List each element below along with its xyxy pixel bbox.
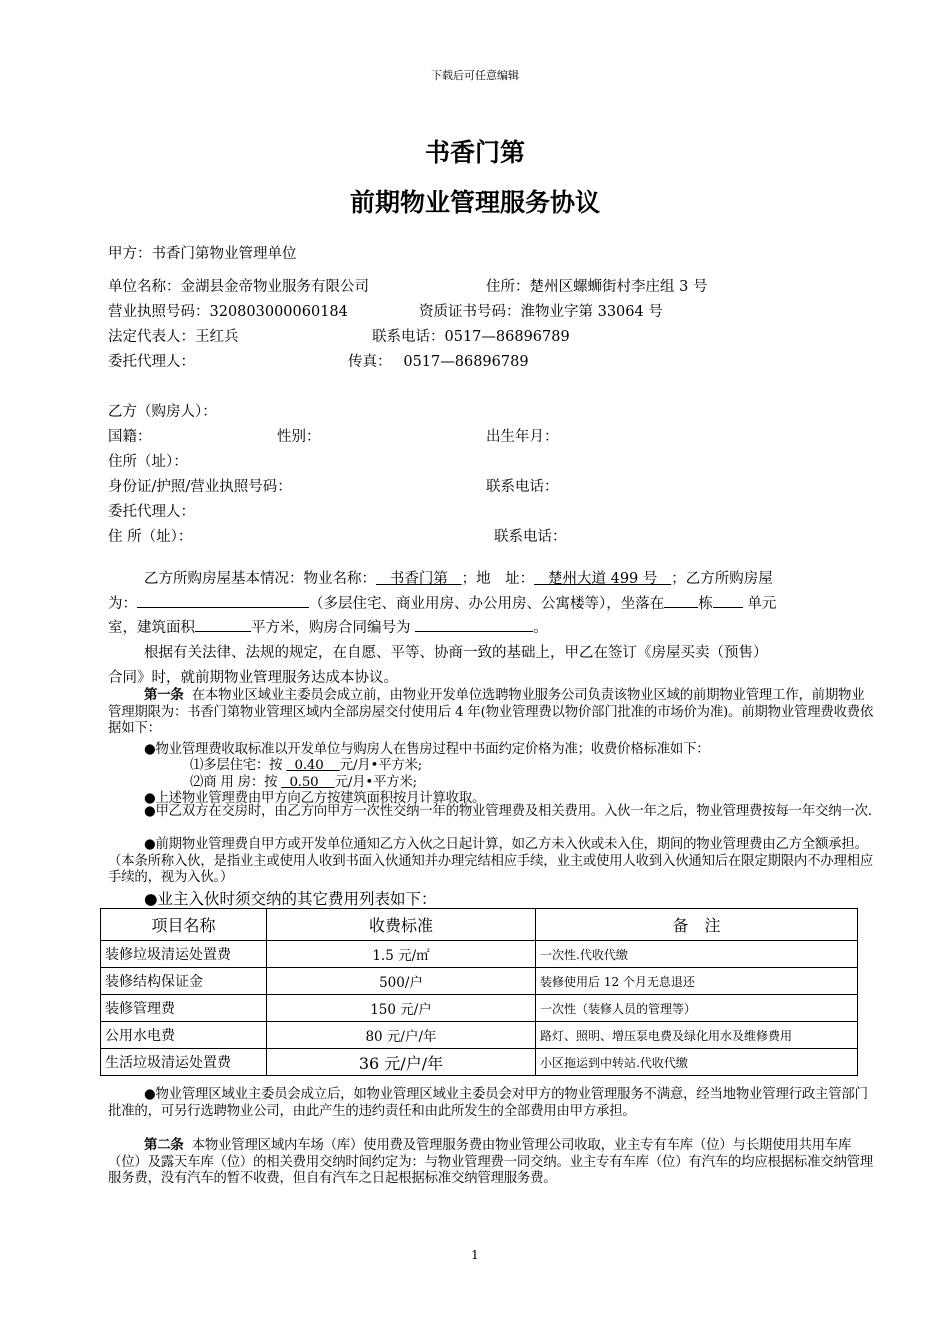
party-a-cert: 资质证书号码：淮物业字第 33064 号 [419,304,663,320]
house-line-2: 为： （多层住宅、商业用房、办公用房、公寓楼等），坐落在 栋 单元 [108,592,776,613]
title-line-1: 书香门第 [424,138,525,167]
party-b-gender: 性别： [277,429,321,445]
party-b-nationality: 国籍： [108,429,152,445]
fee-remark: 小区拖运到中转站.代收代缴 [536,1049,858,1076]
fee-remark: 一次性.代收代缴 [536,941,858,968]
fee-standard: 1.5 元/㎡ [267,941,536,968]
fee-item-name: 生活垃圾清运处置费 [101,1049,267,1076]
party-a-name: 单位名称：金湖县金帝物业服务有限公司 [108,279,369,295]
fee-standard: 500/户 [267,968,536,995]
fee-item-2: ⑵商 用 房：按 0.50 元/月•平方米; [190,775,417,790]
party-a-agent: 委托代理人： [108,354,195,370]
table-row [101,1022,858,1049]
table-row [101,968,858,995]
house-property-name: 书香门第 [389,571,448,587]
after-table-para: ●物业管理区域业主委员会成立后，如物业管理区域业主委员会对甲方的物业管理服务不满意，经当地物业管理行政主管部门批准的，可另行选聘物业公司，由此产生的违约责任和由此所发生的全部费用由甲方承担。 [108,1087,868,1119]
house-address: 楚州大道 499 号 [547,571,658,587]
header-remark: 备 注 [536,909,858,941]
party-b-phone: 联系电话： [486,479,559,495]
house-addr-label: ；地 址： [461,571,535,587]
header-note: 下载后可任意编辑 [431,69,519,82]
house-area-blank [195,617,251,632]
party-a-fax: 传真： 0517—86896789 [348,354,529,370]
house-building-blank [664,593,698,608]
party-b-birth: 出生年月： [486,429,559,445]
party-a-rep: 法定代表人：王红兵 [108,329,239,345]
house-contract-blank [415,617,533,632]
party-a-license: 营业执照号码：320803000060184 [108,304,348,320]
house-unit-blank [713,593,743,608]
party-a-phone: 联系电话：0517—86896789 [372,329,570,345]
table-row [101,995,858,1022]
page-number: 1 [471,1248,479,1262]
fee-item-name: 公用水电费 [101,1022,267,1049]
fee-item-name: 装修垃圾清运处置费 [101,941,267,968]
table-row [101,1049,858,1076]
party-a-address: 住所：楚州区螺蛳街村李庄组 3 号 [486,279,708,295]
house-intro: 乙方所购房屋基本情况：物业名称： [144,571,376,587]
party-b-address: 住 所（址）： [108,529,193,545]
article-2-para: 第二条 本物业管理区域内车场（库）使用费及管理服务费由物业管理公司收取，业主专有车库（位）与长期使用共用车库（位）及露天车库（位）的相关费用交纳时间约定为：与物业管理费一同交纳。业主专有车库（位）有汽车的均应根据标准交纳管理服务费，没有汽车的暂不收费，但自有汽车之日起根据标准交纳管理服务费。 [108,1137,874,1187]
party-b-residence: 住所（址）： [108,454,188,470]
article-1-label: 第一条 [144,687,184,703]
fee-standard: 150 元/户 [267,995,536,1022]
basis-line-2: 合同》时，就前期物业管理服务达成本协议。 [108,670,398,686]
fee-item-1: ⑴多层住宅：按 0.40 元/月•平方米; [190,758,423,773]
header-standard: 收费标准 [267,909,536,941]
fee-item-name: 装修结构保证金 [101,968,267,995]
title-line-2: 前期物业管理服务协议 [349,188,600,217]
table-row [101,941,858,968]
article-2-label: 第二条 [144,1137,184,1153]
fee-table-caption: ●业主入伙时须交纳的其它费用列表如下： [144,890,437,908]
header-item: 项目名称 [101,909,267,941]
fee-item-name: 装修管理费 [101,995,267,1022]
fee-remark: 路灯、照明、增压泵电费及绿化用水及维修费用 [536,1022,858,1049]
house-tail: ；乙方所购房屋 [671,571,773,587]
basis-line-1: 根据有关法律、法规的规定，在自愿、平等、协商一致的基础上，甲乙在签订《房屋买卖（预售） [144,645,768,661]
article-1-bullet-3: ●甲乙双方在交房时，由乙方向甲方一次性交纳一年的物业管理费及相关费用。入伙一年之后，物业管理费按每一年交纳一次. [144,804,872,819]
article-1-para: 第一条 在本物业区域业主委员会成立前，由物业开发单位选聘物业服务公司负责该物业区域的前期物业管理工作，前期物业管理期限为：书香门第物业管理区域内全部房屋交付使用后 4 年(物业管理费以物价部门批准的市场价为准)。前期物业管理费收费依据如下： [108,687,874,737]
article-1-bullet-2: ●上述物业管理费由甲方向乙方按建筑面积按月计算收取。 [144,791,486,806]
house-line-1 [144,567,773,588]
party-b-agent: 委托代理人： [108,504,195,520]
house-type-blank [137,593,309,608]
party-b-id: 身份证/护照/营业执照号码： [108,479,292,495]
house-line-3: 室，建筑面积 平方米，购房合同编号为 。 [108,616,548,637]
fee-remark: 装修使用后 12 个月无息退还 [536,968,858,995]
fee-remark: 一次性（装修人员的管理等） [536,995,858,1022]
fee-standard: 36 元/户/年 [267,1049,536,1076]
fee-table-header [101,909,858,941]
fee-table [100,908,858,1076]
article-1-bullet-1: ●物业管理费收取标准以开发单位与购房人在售房过程中书面约定价格为准；收费价格标准如下： [144,742,710,757]
party-a-heading: 甲方：书香门第物业管理单位 [108,246,297,262]
party-b-phone2: 联系电话： [494,529,567,545]
article-1-bullet-4: ●前期物业管理费自甲方或开发单位通知乙方入伙之日起计算，如乙方未入伙或未入住，期间的物业管理费由乙方全额承担。（本条所称入伙，是指业主或使用人收到书面入伙通知并办理完结相应手续，业主或使用人收到入伙通知后在限定期限内不办理相应手续的，视为入伙。） [108,837,874,886]
fee-standard: 80 元/户/年 [267,1022,536,1049]
party-b-heading: 乙方（购房人）： [108,404,217,420]
